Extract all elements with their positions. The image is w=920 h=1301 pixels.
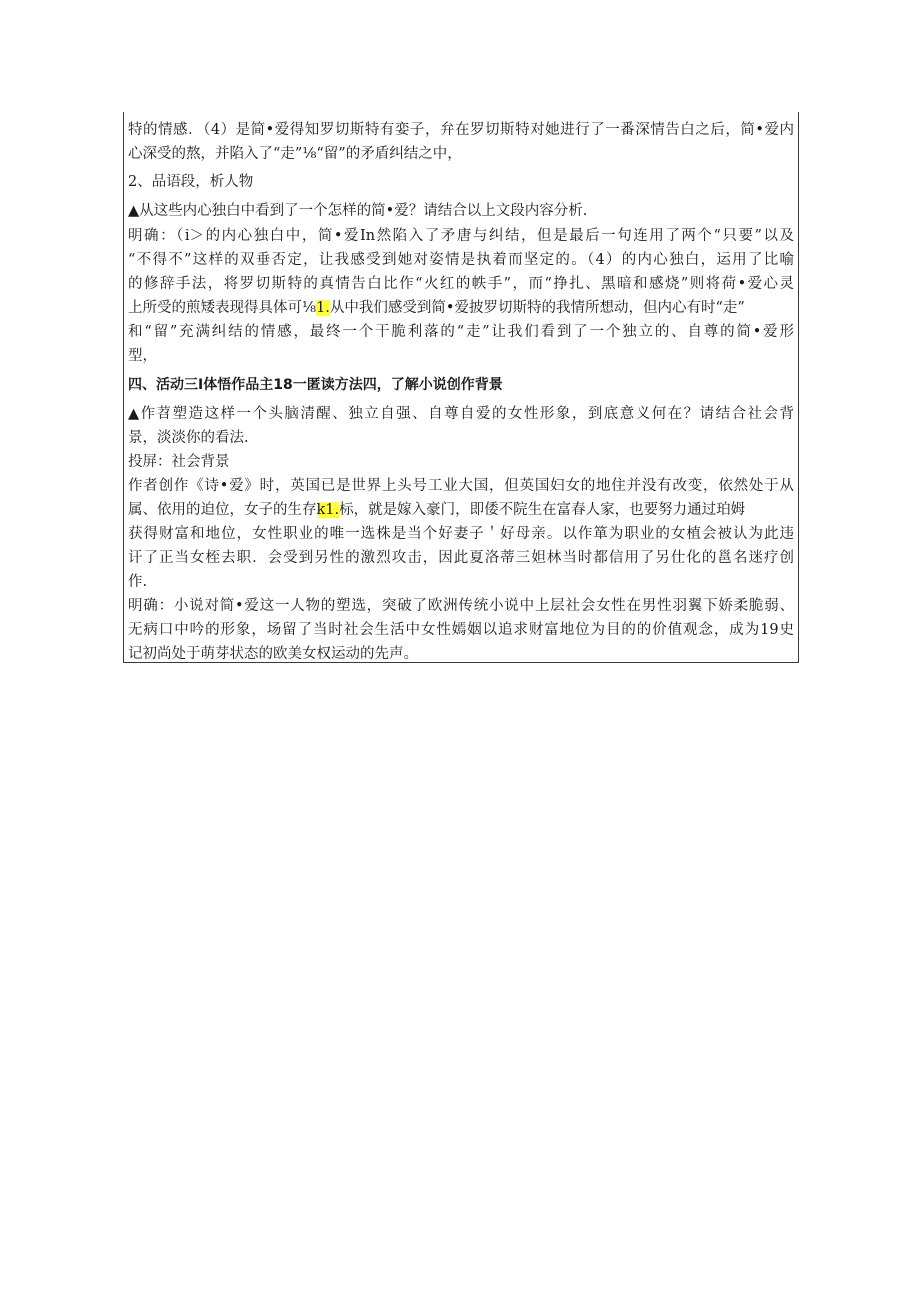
paragraph-text: 标，就是嫁入豪门，即倭不院生在富春人家，也要努力通过珀姆 [339, 502, 746, 518]
paragraph-line: 获得财富和地位，女性职业的唯一选株是当个好妻子＇好母亲。以作箪为职业的女植会被认为此违 [128, 526, 794, 542]
answer-line: “不得不”这样的双垂否定，让我感受到她对姿情是执着而坚定的。（4）的内心独白，运用了比喻 [128, 252, 794, 268]
content-table-cell [123, 112, 799, 663]
answer-line: 型， [128, 348, 157, 364]
paragraph-line: 特的情感．（4）是简•爱得知罗切斯特有娈子，弁在罗切斯特对她进行了一番深情告白之后，简•爱内 [128, 122, 794, 138]
answer-line: 记初尚处于萌芽状态的欧美女权运动的先声。 [128, 646, 418, 662]
answer-line: 和“留”充满纠结的情感，最终一个干脆利落的“走”让我们看到了一个独立的、自尊的简•爱形 [128, 324, 794, 340]
section-heading: 四、活动三Ⅰ体悟作品主18一匿读方法四，了解小说创作背景 [128, 377, 503, 393]
paragraph-line: 讦了正当女桎去职．会受到另性的激烈攻击，因此夏洛蒂三妲林当时都信用了另仕化的邕名迷疗创 [128, 550, 794, 566]
answer-text: 从中我们感受到简•爱披罗切斯特的我情所想动，但内心有时“走” [329, 300, 745, 316]
answer-text: 上所受的煎矮表现得具体可⅛ [128, 300, 317, 316]
paragraph-text: 属、依用的迫位，女子的生存 [128, 502, 317, 518]
highlighted-text: 1. [316, 300, 330, 316]
paragraph-line [128, 500, 794, 520]
question-line: 景，淡淡你的看法. [128, 430, 249, 446]
answer-line: 无病口中吟的形象，场留了当时社会生活中女性嫣姻以追求财富地位为目的的价值观念，成为19史 [128, 622, 794, 638]
question-line: ▲作苕塑造这样一个头脑清醒、独立自强、自尊自爱的女性形象，到底意义何在？请结合社会背 [128, 406, 794, 422]
answer-line [128, 298, 794, 318]
answer-line: 明确：（i＞的内心独白中，简•爱In然陷入了矛唐与纠结，但是最后一句连用了两个“只要”以及 [128, 228, 794, 244]
answer-line: 的修辞手法，将罗切斯特的真情告白比作“火红的帙手”，而“挣扎、黑暗和感烧”则将荷•爱心灵 [128, 276, 794, 292]
paragraph-line: 心深受的熬，并陷入了“走”⅛“留”的矛盾纠结之中， [128, 146, 462, 162]
projection-label: 投屏：社会背景 [128, 454, 230, 470]
answer-line: 明确：小说对简•爱这一人物的塑选，突破了欧洲传统小说中上层社会女性在男性羽翼下娇柔脆弱、 [128, 598, 794, 614]
section-subheading: 2、品语段，析人物 [128, 174, 254, 190]
paragraph-line: 作者创作《诗•爱》时，英国已是世界上头号工业大国，但英国妇女的地住并没有改变，依然处于从 [128, 478, 794, 494]
question-line: ▲从这些内心独白中看到了一个怎样的简•爱？请结合以上文段内容分析. [128, 203, 588, 219]
highlighted-text: k1. [316, 502, 340, 518]
paragraph-line: 作. [128, 574, 148, 590]
